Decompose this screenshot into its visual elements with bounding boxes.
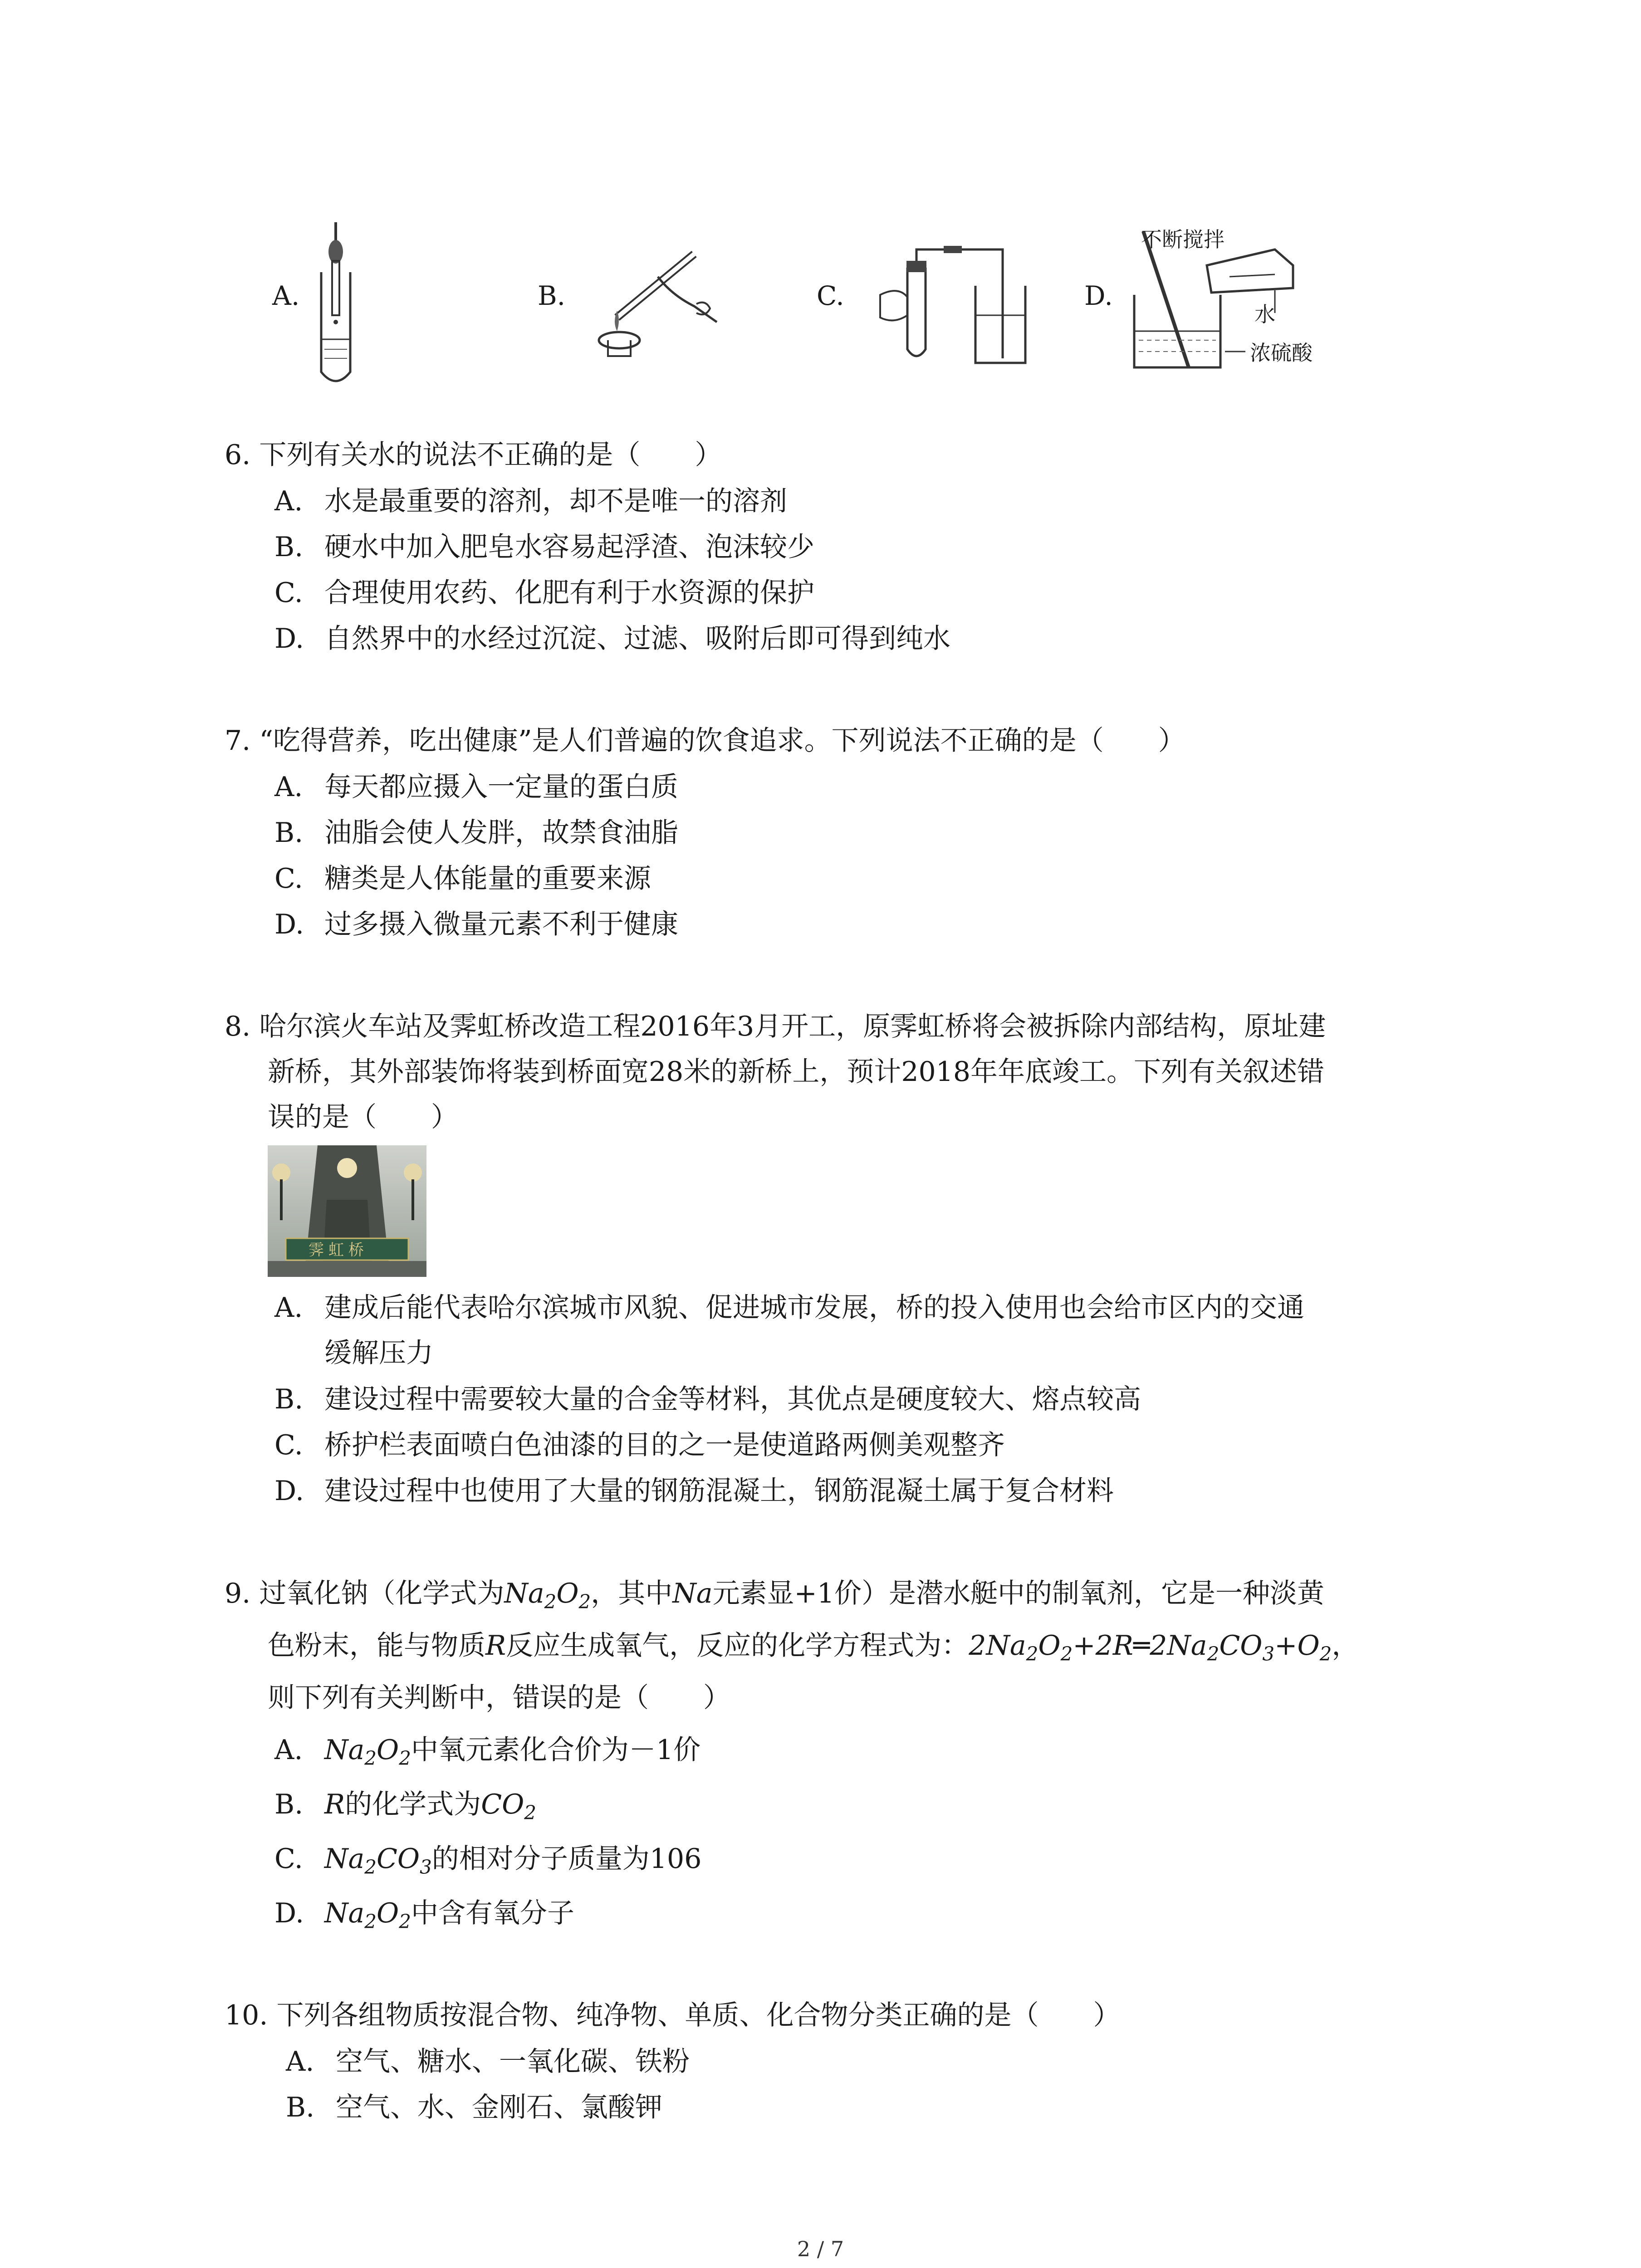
figure-a-dropper-test-tube xyxy=(309,218,363,386)
q8-option-b: B. 建设过程中需要较大量的合金等材料，其优点是硬度较大、熔点较高 xyxy=(274,1383,1141,1415)
question-number: 10. xyxy=(225,1999,268,2031)
question-number: 9. xyxy=(225,1578,251,1609)
q6-option-b: B. 硬水中加入肥皂水容易起浮渣、泡沫较少 xyxy=(274,531,814,563)
question-8-line1 xyxy=(225,1007,1326,1046)
figure-d-acid-label: 浓硫酸 xyxy=(1250,341,1313,365)
page-number: 2 / 7 xyxy=(797,2237,844,2261)
question-9-line2: 色粉末，能与物质R反应生成氧气，反应的化学方程式为：$2Na_2O_2+2R═2Na_2CO_3+O_2$， xyxy=(268,1630,1359,1665)
figure-b-label: B. xyxy=(538,280,566,311)
question-number: 7. xyxy=(225,725,251,757)
figure-d-water-label: 水 xyxy=(1254,302,1275,327)
question-7 xyxy=(225,721,1459,761)
q9-option-c: C. $Na_2CO_3$的相对分子质量为106 xyxy=(274,1843,702,1878)
q6-option-d: D. 自然界中的水经过沉淀、过滤、吸附后即可得到纯水 xyxy=(274,623,950,655)
question-8-line3: 误的是（ ） xyxy=(268,1101,458,1133)
question-stem: 下列有关水的说法不正确的是（ ） xyxy=(259,439,722,471)
question-stem: 下列各组物质按混合物、纯净物、单质、化合物分类正确的是（ ） xyxy=(276,1999,1121,2031)
question-10 xyxy=(225,1996,1459,2035)
figure-d-stir-label: 不断搅拌 xyxy=(1141,227,1225,252)
q9-option-b: B. R的化学式为$CO_2$ xyxy=(274,1789,537,1824)
chemical-equation: $2Na_2O_2+2R═2Na_2CO_3+O_2$ xyxy=(969,1630,1332,1665)
q8-option-d: D. 建设过程中也使用了大量的钢筋混凝土，钢筋混凝土属于复合材料 xyxy=(274,1475,1114,1507)
q7-option-b: B. 油脂会使人发胖，故禁食油脂 xyxy=(274,817,678,849)
figure-c-airtightness-check xyxy=(867,236,1021,372)
question-number: 8. xyxy=(225,1011,251,1042)
formula-na2o2: $Na_2O_2$ xyxy=(504,1578,591,1613)
q8-option-a-cont: 缓解压力 xyxy=(324,1337,433,1369)
q8-option-c: C. 桥护栏表面喷白色油漆的目的之一是使道路两侧美观整齐 xyxy=(274,1429,1005,1461)
q7-option-a: A. 每天都应摄入一定量的蛋白质 xyxy=(274,771,678,803)
question-9-line1: 9. 过氧化钠（化学式为$Na_2O_2$，其中Na元素显+1价）是潜水艇中的制氧剂，它是一种淡黄 xyxy=(225,1578,1325,1613)
question-stem: “吃得营养，吃出健康”是人们普遍的饮食追求。下列说法不正确的是（ ） xyxy=(259,725,1185,757)
q9-option-d: D. $Na_2O_2$中含有氧分子 xyxy=(274,1897,574,1933)
q7-option-d: D. 过多摄入微量元素不利于健康 xyxy=(274,909,678,940)
question-stem: 哈尔滨火车站及霁虹桥改造工程2016年3月开工，原霁虹桥将会被拆除内部结构，原址建 xyxy=(259,1011,1326,1042)
q8-option-a: A. 建成后能代表哈尔滨城市风貌、促进城市发展，桥的投入使用也会给市区内的交通 xyxy=(274,1292,1304,1324)
figure-a-label: A. xyxy=(272,280,300,311)
question-9-line3: 则下列有关判断中，错误的是（ ） xyxy=(268,1682,730,1714)
q10-option-a: A. 空气、糖水、一氧化碳、铁粉 xyxy=(286,2046,690,2077)
figure-c-label: C. xyxy=(817,280,844,311)
bridge-sign-text: 霁虹桥 xyxy=(309,1241,368,1259)
q9-option-a: A. $Na_2O_2$中氧元素化合价为－1价 xyxy=(274,1734,701,1769)
q10-option-b: B. 空气、水、金刚石、氯酸钾 xyxy=(286,2092,662,2123)
figure-b-heating-tube xyxy=(590,227,726,363)
question-6 xyxy=(225,435,1459,475)
question-number: 6. xyxy=(225,439,251,471)
q7-option-c: C. 糖类是人体能量的重要来源 xyxy=(274,863,651,894)
figure-d-label: D. xyxy=(1084,280,1113,311)
q6-option-c: C. 合理使用农药、化肥有利于水资源的保护 xyxy=(274,577,814,609)
q6-option-a: A. 水是最重要的溶剂，却不是唯一的溶剂 xyxy=(274,485,787,517)
question-8-line2: 新桥，其外部装饰将装到桥面宽28米的新桥上，预计2018年年底竣工。下列有关叙述错 xyxy=(268,1056,1325,1088)
